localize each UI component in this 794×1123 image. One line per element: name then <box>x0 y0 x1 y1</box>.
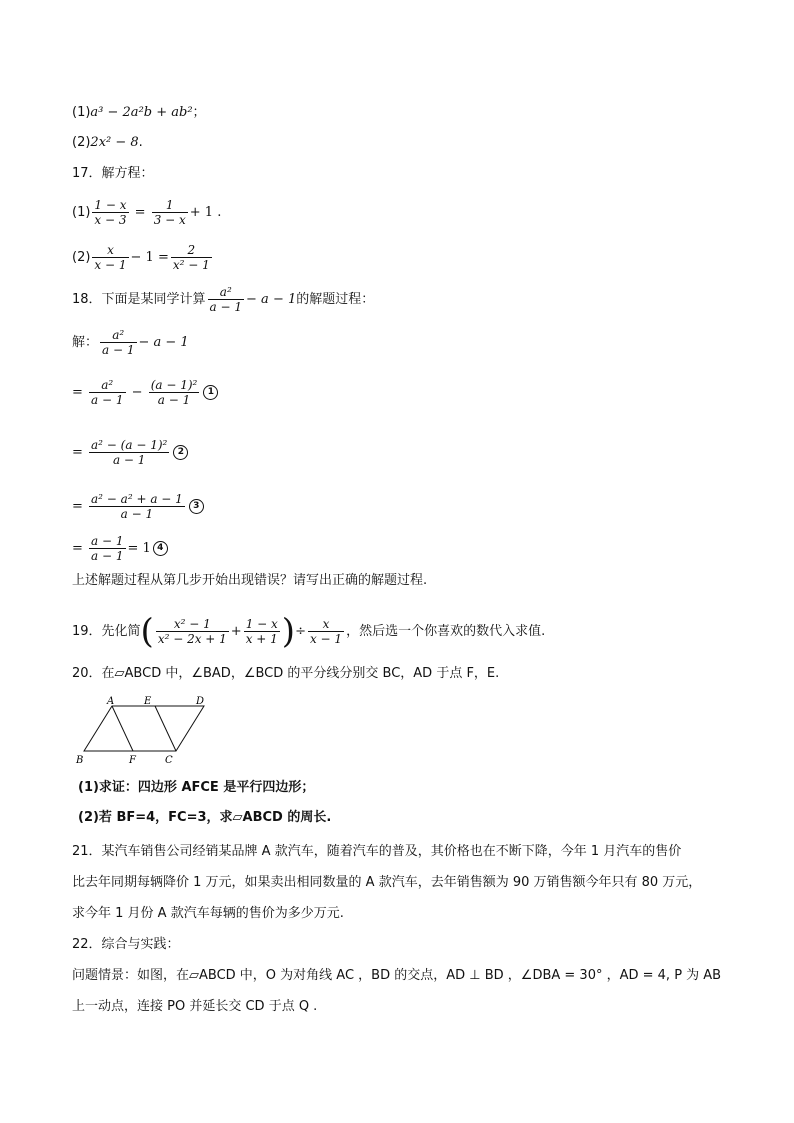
q22-line2: 上一动点，连接 PO 并延长交 CD 于点 Q . <box>72 999 318 1014</box>
q21-line3: 求今年 1 月份 A 款汽车每辆的售价为多少万元. <box>72 906 344 921</box>
step-marker-3: 3 <box>189 499 204 514</box>
parallelogram-figure <box>72 694 222 766</box>
q18-solution: 解： $\frac{\text{a²}}{a - 1}$ − a − 1 <box>72 328 189 357</box>
q22-title: 22．综合与实践： <box>72 937 180 952</box>
point-label-b: B <box>76 755 84 766</box>
q18-step4: = $\frac{a - 1}{a - 1}$ = 1 4 <box>72 534 168 563</box>
q18-step1: = $\frac{\text{a²}}{a - 1}$ − $\frac{\text{(a − 1)²}}{a - 1}$ 1 <box>72 378 218 407</box>
q21-line1: 21．某汽车销售公司经销某品牌 A 款汽车，随着汽车的普及，其价格也在不断下降，今年 1 月汽车的售价 <box>72 844 682 859</box>
q16-part2: (2)2x² − 8. <box>72 135 143 150</box>
q16-part1: (1)a³ − 2a²b + ab²； <box>72 105 206 120</box>
point-label-d: D <box>196 696 205 707</box>
q17-part2: (2) $\frac{x}{x - 1}$ − 1 = $\frac{2}{\text{x² − 1}}$ <box>72 243 210 272</box>
q17-part1: (1) $\frac{1 - x}{x - 3}$ = $\frac{1}{3 - x}$ + 1 . <box>72 198 222 227</box>
parallelogram-abcd <box>84 706 204 751</box>
q18-question: 上述解题过程从第几步开始出现错误？请写出正确的解题过程. <box>72 573 428 588</box>
q18-step2: = $\frac{\text{a² − (a − 1)²}}{a - 1}$ 2 <box>72 438 188 467</box>
q18-step3: = $\frac{\text{a² − a² + a − 1}}{a - 1}$ 3 <box>72 492 204 521</box>
point-label-f: F <box>129 755 136 766</box>
step-marker-1: 1 <box>203 385 218 400</box>
q19: 19．先化简( $\frac{\text{x² − 1}}{\text{x² − 2x + 1}}$ + $\frac{1 - x}{x + 1}$ )÷ $\frac{x}{x - 1}$ ，然后选一个你喜欢的数代入求值. <box>72 611 546 652</box>
segment-ec <box>155 706 176 751</box>
point-label-a: A <box>107 696 115 707</box>
q22-line1: 问题情景：如图，在▱ABCD 中，O 为对角线 AC ，BD 的交点，AD ⊥ BD ，∠DBA = 30° ，AD = 4, P 为 AB <box>72 968 722 983</box>
step-marker-2: 2 <box>173 445 188 460</box>
q20-text: 20．在▱ABCD 中，∠BAD，∠BCD 的平分线分别交 BC，AD 于点 F，E. <box>72 666 500 681</box>
q16-part1-expr: a³ − 2a²b + ab² <box>90 105 193 120</box>
point-label-c: C <box>165 755 173 766</box>
q17-title: 17．解方程： <box>72 166 154 181</box>
point-label-e: E <box>144 696 152 707</box>
step-marker-4: 4 <box>153 541 168 556</box>
q21-line2: 比去年同期每辆降价 1 万元，如果卖出相同数量的 A 款汽车，去年销售额为 90 万销售额今年只有 80 万元， <box>72 875 702 890</box>
q16-part2-expr: 2x² − 8 <box>90 135 139 150</box>
segment-af <box>112 706 133 751</box>
q20-part1: (1)求证：四边形 AFCE 是平行四边形； <box>78 780 315 795</box>
q20-part2: (2)若 BF=4，FC=3，求▱ABCD 的周长. <box>78 810 332 825</box>
q18-intro: 18．下面是某同学计算 $\frac{\text{a²}}{a - 1}$ − a − 1的解题过程： <box>72 285 375 314</box>
